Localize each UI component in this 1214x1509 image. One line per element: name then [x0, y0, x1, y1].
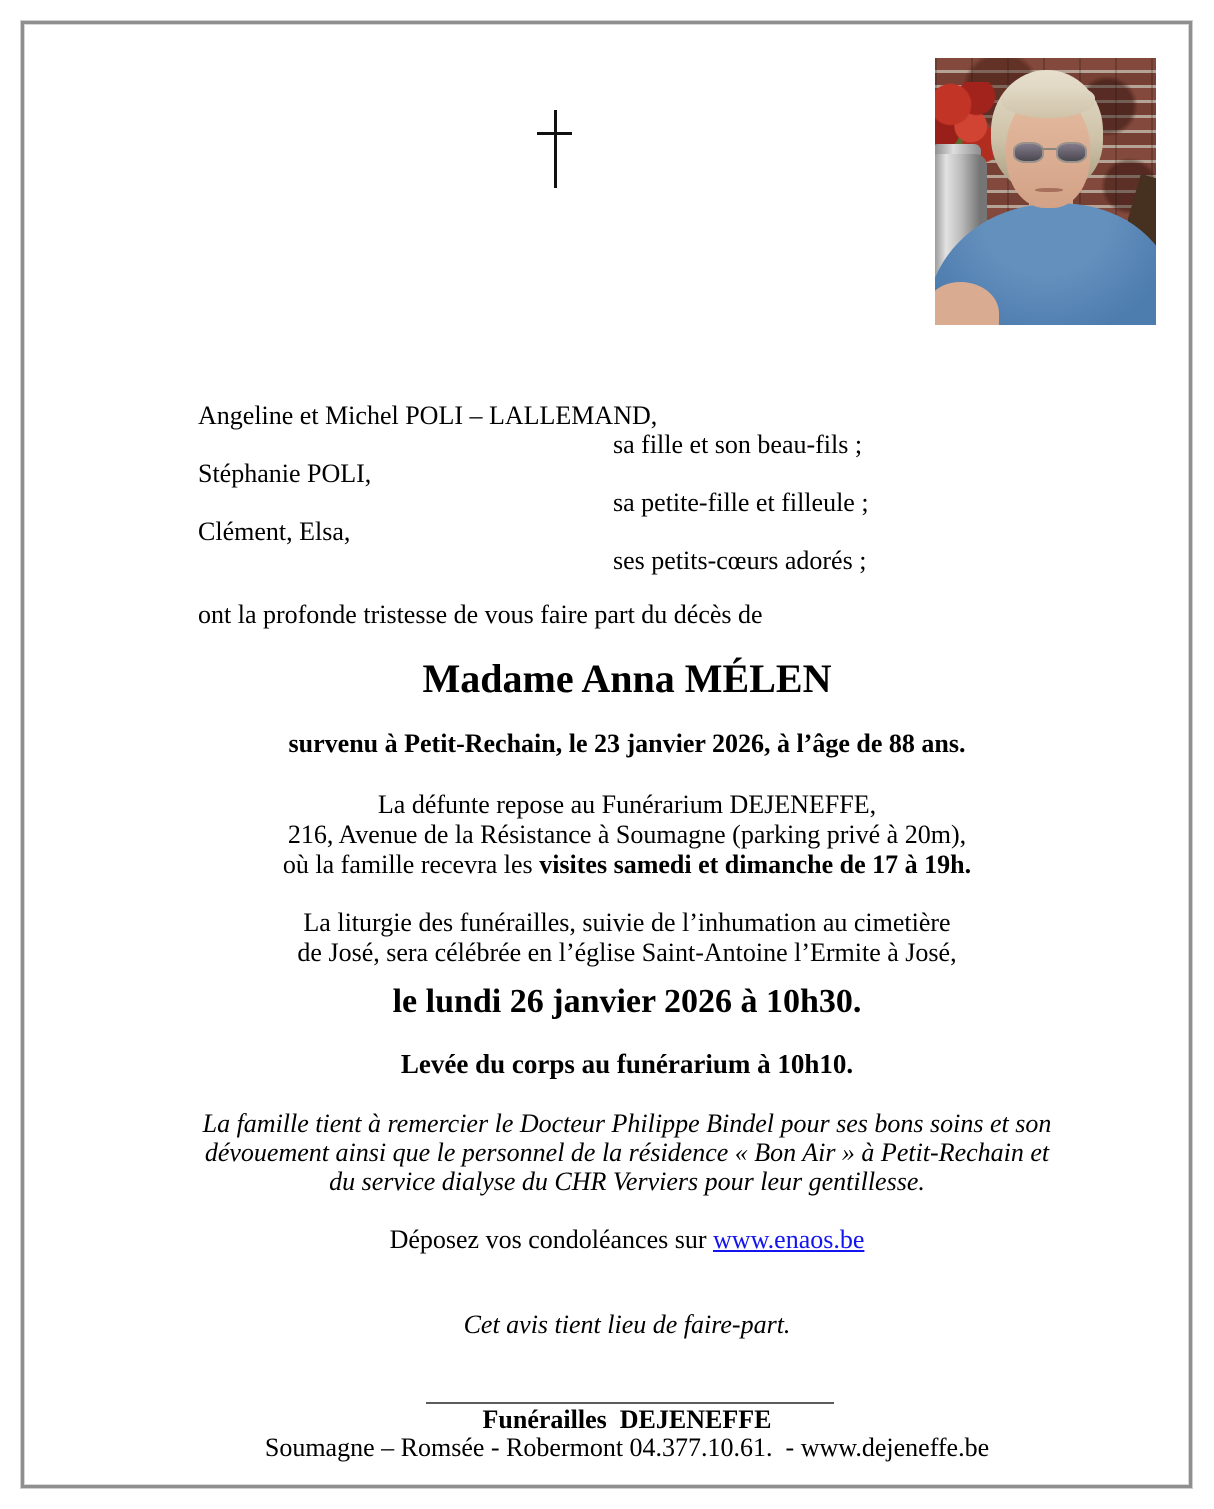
family-names-line: Angeline et Michel POLI – LALLEMAND, [198, 401, 658, 430]
liturgy-paragraph [198, 908, 1056, 968]
repose-line-1: La défunte repose au Funérarium DEJENEFFE, [377, 790, 877, 819]
death-date-line: survenu à Petit-Rechain, le 23 janvier 2026, à l’âge de 88 ans. [288, 729, 966, 758]
thanks-line-1: La famille tient à remercier le Docteur Philippe Bindel pour ses bons soins et son [202, 1109, 1052, 1138]
repose-paragraph [198, 790, 1056, 880]
footer-company-line: Funérailles DEJENEFFE [482, 1405, 772, 1434]
repose-line-3-prefix: où la famille recevra les [282, 850, 540, 879]
portrait-photo [935, 58, 1156, 325]
latin-cross-icon [530, 105, 580, 195]
footer-divider [426, 1402, 834, 1404]
visiting-hours-highlight: visites samedi et dimanche de 17 à 19h. [539, 850, 972, 879]
family-block [198, 401, 1056, 575]
sunglasses-right-lens [1056, 142, 1087, 163]
cross-vertical-bar [554, 110, 557, 188]
announcement-line: ont la profonde tristesse de vous faire part du décès de [198, 600, 763, 629]
condolences-line [198, 1225, 1056, 1255]
condolences-prefix: Déposez vos condoléances sur [389, 1225, 714, 1254]
sunglasses-icon [1013, 142, 1087, 166]
family-relation-line: sa petite-fille et filleule ; [613, 488, 869, 517]
sunglasses-left-lens [1013, 142, 1044, 163]
levee-du-corps-line: Levée du corps au funérarium à 10h10. [400, 1049, 854, 1079]
thanks-paragraph [198, 1109, 1056, 1196]
liturgy-line-2: de José, sera célébrée en l’église Saint-Antoine l’Ermite à José, [297, 938, 957, 967]
enaos-link[interactable]: www.enaos.be [713, 1225, 865, 1254]
notice-line: Cet avis tient lieu de faire-part. [463, 1310, 791, 1339]
thanks-line-3: du service dialyse du CHR Verviers pour leur gentillesse. [329, 1167, 925, 1196]
deceased-name-title: Madame Anna MÉLEN [422, 656, 832, 701]
thanks-line-2: dévouement ainsi que le personnel de la résidence « Bon Air » à Petit-Rechain et [204, 1138, 1050, 1167]
ceremony-datetime-line: le lundi 26 janvier 2026 à 10h30. [392, 983, 862, 1020]
family-names-line: Stéphanie POLI, [198, 459, 372, 488]
family-relation-line: sa fille et son beau-fils ; [613, 430, 863, 459]
repose-line-3 [198, 850, 1056, 880]
repose-line-2: 216, Avenue de la Résistance à Soumagne (parking privé à 20m), [287, 820, 967, 849]
family-relation-line: ses petits-cœurs adorés ; [613, 546, 867, 575]
portrait-mouth [1035, 188, 1063, 192]
cross-horizontal-bar [537, 132, 572, 135]
family-names-line: Clément, Elsa, [198, 517, 351, 546]
portrait-hair-fringe [1001, 84, 1095, 118]
footer-contact-line: Soumagne – Romsée - Robermont 04.377.10.61. - www.dejeneffe.be [264, 1433, 990, 1462]
liturgy-line-1: La liturgie des funérailles, suivie de l’inhumation au cimetière [303, 908, 951, 937]
